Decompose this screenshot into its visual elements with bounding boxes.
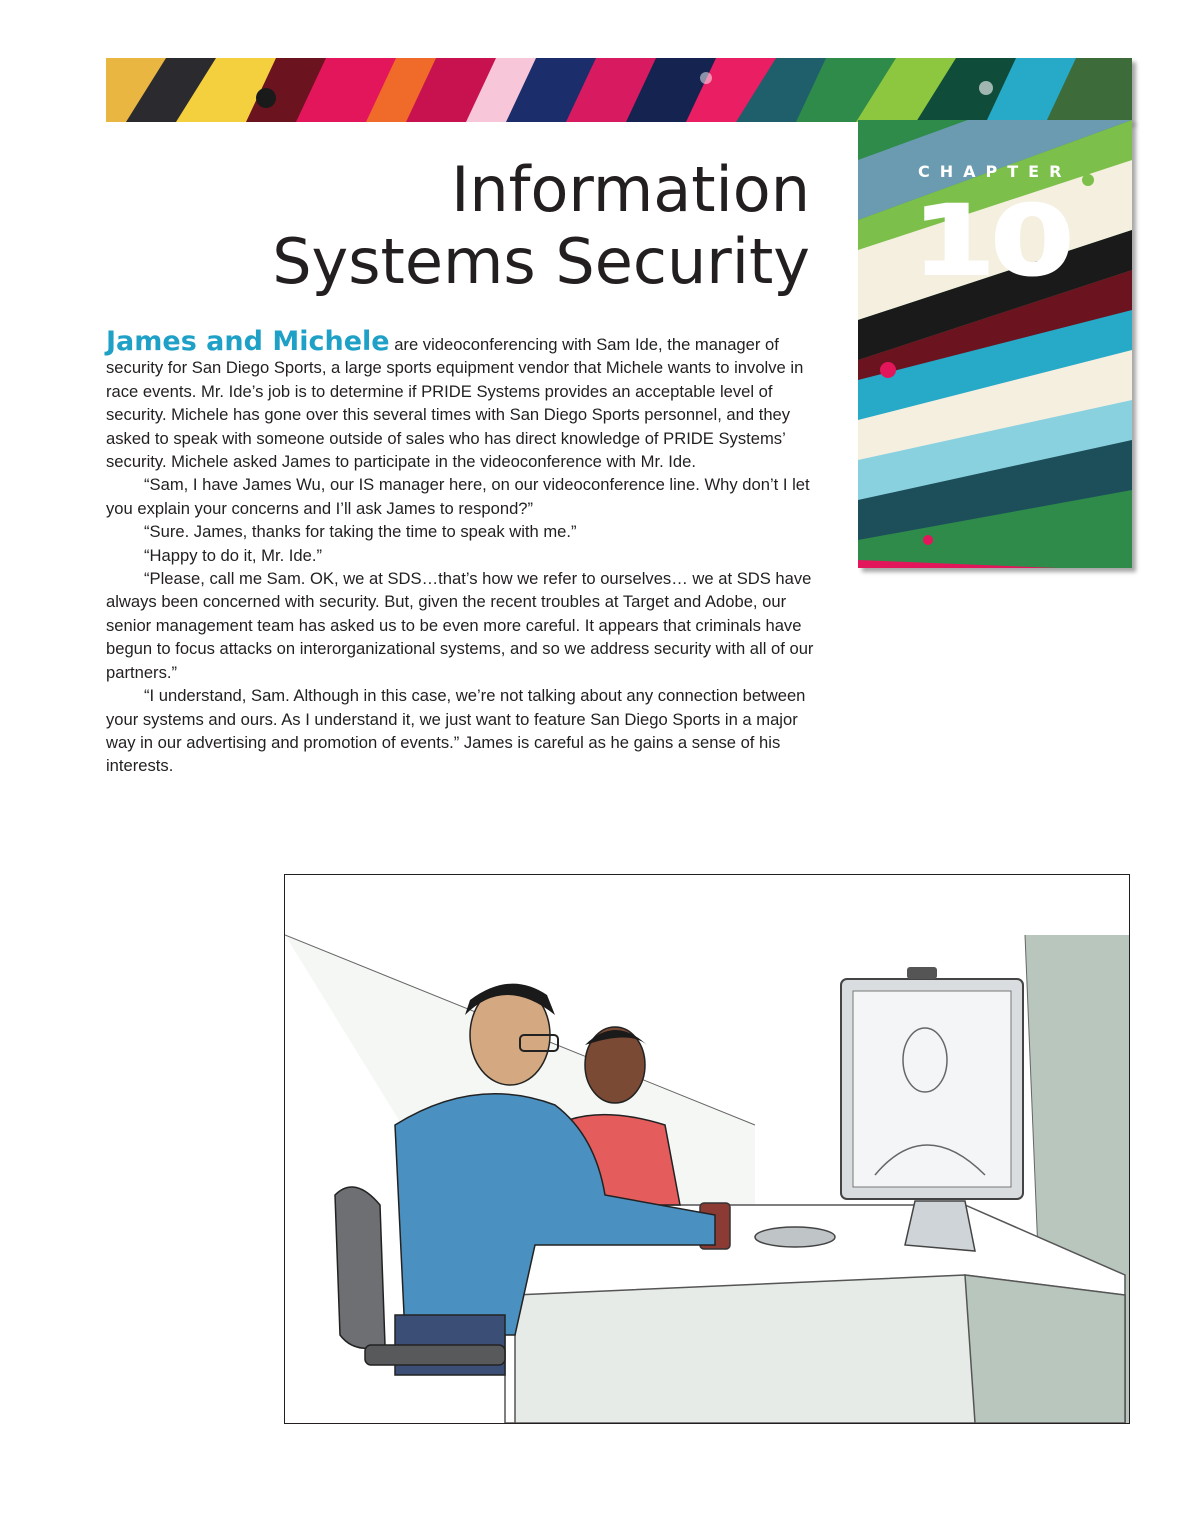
chapter-label: CHAPTER <box>918 162 1072 181</box>
dialogue-paragraph: “I understand, Sam. Although in this case, we’re not talking about any connection between your systems and ours. As I understand it, we just want to feature San Diego Sports in a major way in our advertising and promotion of events.” James is careful as he gains a sense of his interests. <box>106 686 806 776</box>
videoconference-illustration <box>284 874 1130 1424</box>
chapter-opening-text <box>106 326 816 778</box>
opening-paragraph <box>106 326 816 473</box>
videoconference-scene <box>285 875 1129 1423</box>
chapter-banner <box>106 58 1132 122</box>
chapter-title-line-1: Information <box>451 153 810 226</box>
dialogue-paragraph: “Sam, I have James Wu, our IS manager here, on our videoconference line. Why don’t I let you explain your concerns and I’ll ask James to respond?” <box>106 475 810 518</box>
banner-notch <box>106 122 858 142</box>
dialogue-paragraph: “Please, call me Sam. OK, we at SDS…that’s how we refer to ourselves… we at SDS have always been concerned with security. But, given the recent troubles at Target and Adobe, our senior management team has asked us to be even more careful. It appears that criminals have begun to focus attacks on interorganizational systems, and so we address security with all of our partners.” <box>106 569 814 682</box>
chapter-title-line-2: Systems Security <box>272 225 810 298</box>
lead-in: James and Michele <box>106 326 390 357</box>
paint-stripes-graphic <box>106 58 1132 122</box>
dialogue-paragraph: “Sure. James, thanks for taking the time to speak with me.” <box>144 522 577 542</box>
paragraph-text: are videoconferencing with Sam Ide, the manager of security for San Diego Sports, a large sports equipment vendor that Michele wants to involve in race events. Mr. Ide’s job is to determine if PRIDE Systems provides an acceptable level of security. Michele has gone over this several times with San Diego Sports personnel, and they asked to speak with someone outside of sales who has direct knowledge of PRIDE Systems’ security. Michele asked James to participate in the videoconference with Mr. Ide. <box>106 335 804 472</box>
chapter-title <box>272 154 810 298</box>
dialogue-paragraph: “Happy to do it, Mr. Ide.” <box>144 545 322 565</box>
chapter-number: 10 <box>912 185 1069 297</box>
